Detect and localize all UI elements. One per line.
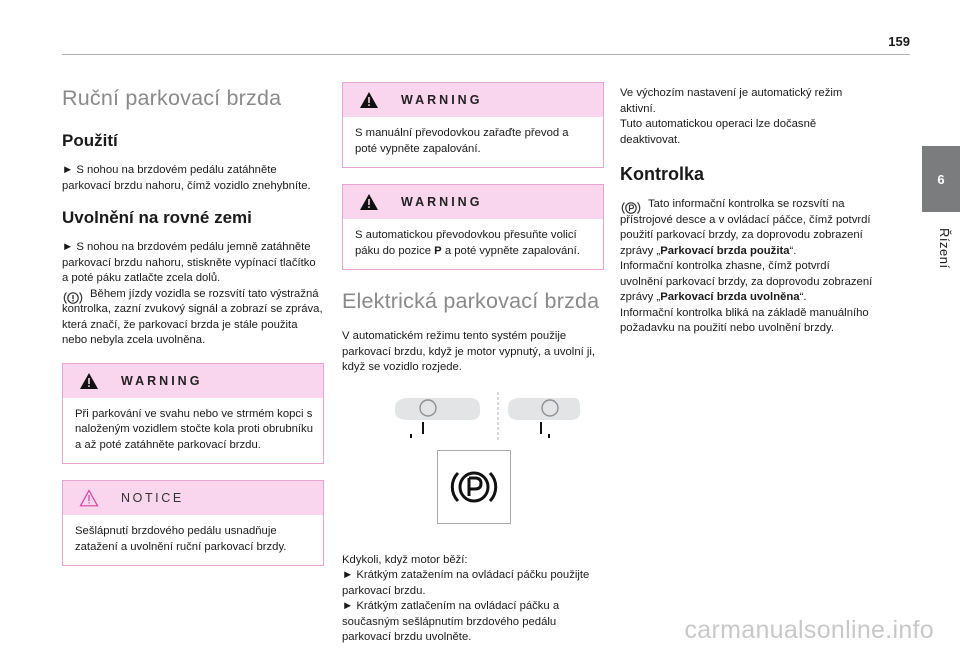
- warning-label: WARNING: [401, 93, 483, 107]
- indicator-text-released: Informační kontrolka zhasne, čímž potvrdí uvolnění parkovací brzdy, za doprovodu zobrazení zprávy „Parkovací brzda uvolněna“.: [620, 260, 873, 303]
- warning-text: Při parkování ve svahu nebo ve strmém kopci s naloženým vozidlem stočte kola proti obrubníku a až poté zatáhněte parkovací brzdu.: [75, 407, 313, 451]
- usage-text: ► S nohou na brzdovém pedálu zatáhněte parkovací brzdu nahoru, čímž vozidlo znehybníte.: [62, 164, 311, 192]
- indicator-text-applied: Tato informační kontrolka se rozsvítí na přístrojové desce a v ovládací páčce, čímž potvrdí použití parkovací brzdy, za doprovodu zobrazení zprávy „Parkovací brzda použita“.: [620, 198, 871, 257]
- notice-box: [62, 480, 324, 566]
- parking-brake-indicator-box: [437, 450, 511, 524]
- default-mode-text: Ve výchozím nastavení je automatický režim aktivní.: [620, 87, 843, 115]
- notice-triangle-icon: [79, 489, 99, 507]
- warning-label: WARNING: [401, 195, 483, 209]
- warning-triangle-icon: [359, 193, 379, 211]
- warning-box-slope: [62, 363, 324, 465]
- parking-brake-p-icon: [445, 464, 503, 510]
- warning-box-automatic: [342, 184, 604, 270]
- warning-triangle-icon: [79, 372, 99, 390]
- warning-triangle-icon: [359, 91, 379, 109]
- heading-indicator: Kontrolka: [620, 164, 705, 184]
- column-2: [342, 82, 604, 646]
- section-title-electric-brake: Elektrická parkovací brzda: [342, 289, 600, 313]
- notice-header: [63, 481, 323, 515]
- parking-brake-indicator-icon: [620, 199, 642, 217]
- warning-text: S manuální převodovkou zařaďte převod a poté vypněte zapalování.: [355, 127, 569, 155]
- warning-header: [343, 83, 603, 117]
- disable-text: Tuto automatickou operaci lze dočasně deaktivovat.: [620, 118, 817, 146]
- section-title-manual-brake: Ruční parkovací brzda: [62, 86, 282, 110]
- warning-box-manual: [342, 82, 604, 168]
- watermark: carmanualsonline.info: [684, 616, 934, 644]
- notice-label: NOTICE: [121, 491, 184, 505]
- apply-text: ► Krátkým zatažením na ovládací páčku použijte parkovací brzdu.: [342, 569, 590, 597]
- heading-usage: Použití: [62, 131, 118, 150]
- warning-label: WARNING: [121, 373, 203, 388]
- brake-warning-icon: [62, 289, 84, 307]
- release-text: ► S nohou na brzdovém pedálu jemně zatáhněte parkovací brzdu nahoru, stiskněte vypínací tlačítko a poté páku zatlačte zcela dolů.: [62, 241, 316, 284]
- column-1: [62, 86, 324, 582]
- chapter-tab: 6: [922, 146, 960, 212]
- notice-text: Sešlápnutí brzdového pedálu usnadňuje zatažení a uvolnění ruční parkovací brzdy.: [75, 525, 287, 553]
- indicator-text-flashing: Informační kontrolka bliká na základě manuálního požadavku na použití nebo uvolnění brzdy.: [620, 306, 869, 334]
- parking-brake-illustration: [342, 390, 604, 555]
- warning-text: S automatickou převodovkou přesuňte volicí páku do pozice P a poté vypněte zapalování.: [355, 229, 580, 257]
- warning-header: [343, 185, 603, 219]
- chapter-label: Řízení: [937, 228, 952, 269]
- when-running-text: Kdykoli, když motor běží:: [342, 553, 468, 566]
- column-3: [620, 86, 874, 337]
- indicator-para: [620, 197, 874, 259]
- release-warning-para: [62, 287, 324, 349]
- release-warning-text: Během jízdy vozidla se rozsvítí tato výstražná kontrolka, zazní zvukový signál a zobrazí se zpráva, která značí, že parkovací brzda je stále použita nebo nebyla zcela uvolněna.: [62, 287, 323, 346]
- control-lever-illustration: [390, 390, 580, 450]
- release-electric-text: ► Krátkým zatlačením na ovládací páčku a současným sešlápnutím brzdového pedálu parkovací brzdu uvolněte.: [342, 600, 560, 643]
- epb-intro: V automatickém režimu tento systém použije parkovací brzdu, když je motor vypnutý, a uvolní ji, když se vozidlo rozjede.: [342, 330, 596, 373]
- top-rule: [62, 54, 910, 55]
- heading-release-flat: Uvolnění na rovné zemi: [62, 208, 252, 227]
- page-number: 159: [888, 34, 910, 49]
- warning-header: [63, 364, 323, 398]
